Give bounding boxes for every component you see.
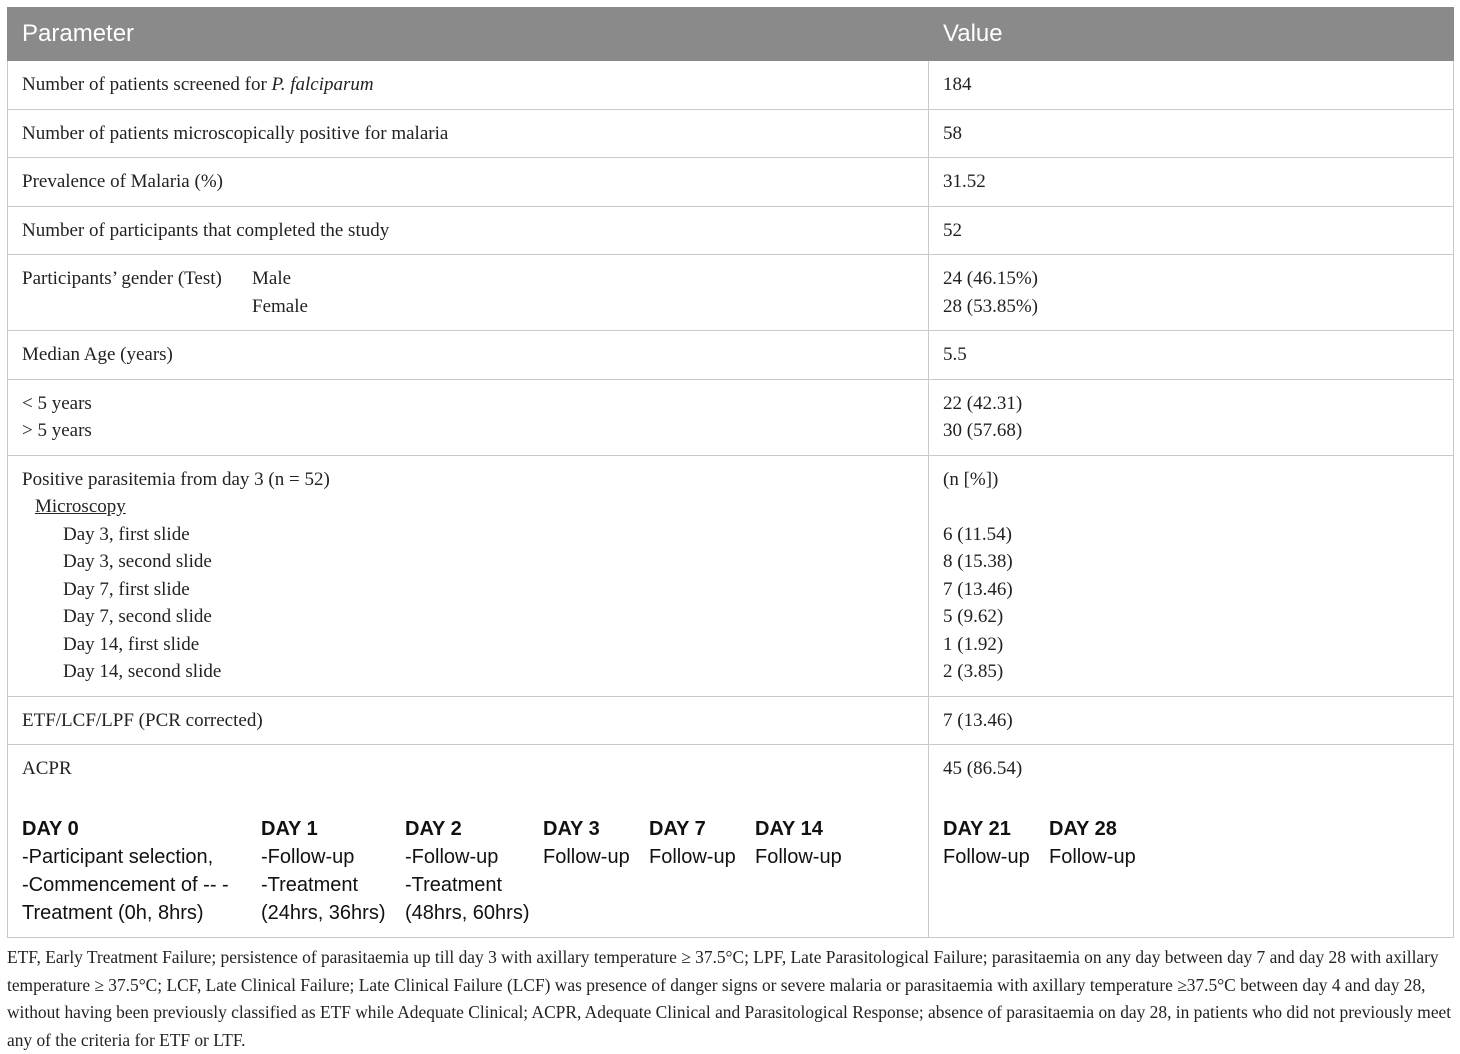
gender-options [252,265,308,320]
day-text: Follow-up [1049,845,1136,868]
table-row [8,255,1454,331]
row-value: 5.5 [929,331,1454,380]
gender-male-value: 24 (46.15%) [943,268,1038,289]
day-text: Follow-up [543,845,630,868]
acpr-label: ACPR [22,758,72,779]
day-text: -Commencement of -- - [22,873,229,896]
row-value [929,255,1454,331]
timeline-day-28 [1049,815,1169,871]
slide-value: 1 (1.92) [943,633,1004,655]
timeline-day-7 [649,815,755,927]
row-label: Number of participants that completed the study [8,206,929,255]
day-title: DAY 2 [405,817,462,840]
table-row [8,206,1454,255]
day-text: Follow-up [649,845,736,868]
row-value: 58 [929,109,1454,158]
table-row [8,455,1454,696]
timeline-day-3 [543,815,649,927]
table-row [8,745,1454,938]
day-title: DAY 0 [22,817,79,840]
row-value: 31.52 [929,158,1454,207]
header-parameter: Parameter [8,8,929,61]
day-title: DAY 3 [543,817,600,840]
table-row [8,331,1454,380]
day-title: DAY 14 [755,817,823,840]
table-footnote: ETF, Early Treatment Failure; persistence of parasitaemia up till day 3 with axillary temperature ≥ 37.5°C; LPF, Late Parasitological Failure; parasitaemia on any day between day 7 and day 28 with axillary temperature ≥ 37.5°C; LCF, Late Clinical Failure; Late Clinical Failure (LCF) was presence of danger signs or severe malaria or parasitaemia with axillary temperature ≥37.5°C between day 4 and day 28, without having been previously classified as ETF while Adequate Clinical; ACPR, Adequate Clinical and Parasitological Response; absence of parasitaemia on day 28, in patients who did not previously meet any of the criteria for ETF or LTF. [7,947,1452,1050]
slide-label: Day 7, second slide [63,606,212,627]
timeline-left [22,815,914,927]
row-value [929,455,1454,696]
day-text: (48hrs, 60hrs) [405,901,530,924]
slide-value: 2 (3.85) [943,661,1004,682]
microscopy-label: Microscopy [35,496,126,517]
day-text: -Treatment [261,873,359,896]
timeline-day-21 [943,815,1049,871]
slide-value: 5 (9.62) [943,606,1004,627]
parasitemia-value-header: (n [%]) [943,468,999,490]
day-text: -Participant selection, [22,845,214,868]
row-value [929,379,1454,455]
row-label: Prevalence of Malaria (%) [8,158,929,207]
row-label [8,745,929,938]
row-label: Median Age (years) [8,331,929,380]
table-row [8,109,1454,158]
timeline-right [943,815,1439,871]
results-table-container [7,7,1453,938]
day-text: -Follow-up [261,845,355,868]
results-table [7,7,1454,938]
timeline-day-2 [405,815,543,927]
age-under-value: 22 (42.31) [943,392,1023,414]
row-label: Number of patients microscopically positive for malaria [8,109,929,158]
day-title: DAY 21 [943,817,1011,840]
screened-label-prefix: Number of patients screened for [22,74,272,95]
table-row [8,61,1454,110]
age-over-value: 30 (57.68) [943,420,1023,441]
row-label [8,379,929,455]
table-row [8,158,1454,207]
day-text: Follow-up [755,845,842,868]
slide-value: 6 (11.54) [943,523,1012,545]
day-text: -Treatment [405,873,503,896]
parasitemia-label: Positive parasitemia from day 3 (n = 52) [22,468,330,490]
timeline-day-1 [261,815,405,927]
screened-label-species: P. falciparum [271,74,374,95]
slide-label: Day 14, first slide [63,633,200,655]
gender-group [22,265,914,320]
day-title: DAY 28 [1049,817,1117,840]
row-label [8,61,929,110]
age-over-label: > 5 years [22,420,92,441]
day-text: -Follow-up [405,845,499,868]
header-value: Value [929,8,1454,61]
day-title: DAY 1 [261,817,318,840]
age-under-label: < 5 years [22,392,92,414]
acpr-value: 45 (86.54) [943,758,1023,779]
day-text: (24hrs, 36hrs) [261,901,386,924]
day-title: DAY 7 [649,817,706,840]
slide-label: Day 3, first slide [63,523,190,545]
row-label: ETF/LCF/LPF (PCR corrected) [8,696,929,745]
table-row [8,379,1454,455]
row-label [8,455,929,696]
row-value: 184 [929,61,1454,110]
table-row [8,696,1454,745]
slide-label: Day 3, second slide [63,551,212,572]
table-header-row [8,8,1454,61]
row-value: 52 [929,206,1454,255]
row-label [8,255,929,331]
gender-label: Participants’ gender (Test) [22,268,222,289]
gender-male: Male [252,268,292,289]
slide-value: 7 (13.46) [943,578,1013,600]
row-value: 7 (13.46) [929,696,1454,745]
slide-label: Day 7, first slide [63,578,190,600]
timeline-day-14 [755,815,875,927]
gender-female: Female [252,295,308,317]
gender-female-value: 28 (53.85%) [943,295,1038,317]
spacer [943,493,1439,521]
slide-value: 8 (15.38) [943,551,1013,572]
slide-label: Day 14, second slide [63,661,222,682]
timeline-day-0 [22,815,261,927]
day-text: Treatment (0h, 8hrs) [22,901,204,924]
day-text: Follow-up [943,845,1030,868]
row-value [929,745,1454,938]
